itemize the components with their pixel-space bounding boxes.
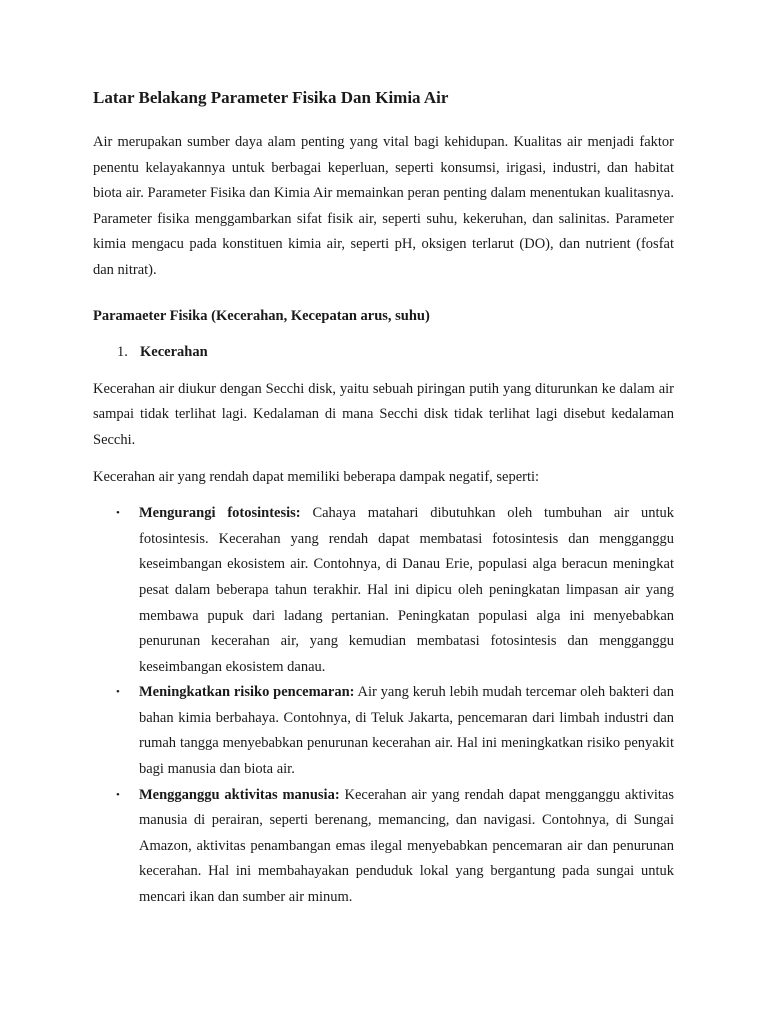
bullet-term: Mengganggu aktivitas manusia: — [139, 786, 340, 803]
bullet-item — [93, 783, 674, 911]
bullet-icon: • — [116, 507, 120, 520]
bullet-description: Air yang keruh lebih mudah tercemar oleh bakteri dan bahan kimia berbahaya. Contohnya, di Teluk Jakarta, pencemaran dari limbah industri dan rumah tangga menyebabkan penurunan kecerahan air. Hal ini meningkatkan risiko penyakit bagi manusia dan biota air. — [139, 684, 674, 778]
document-title: Latar Belakang Parameter Fisika Dan Kimia Air — [93, 88, 449, 107]
bullet-icon: • — [116, 686, 120, 699]
bullet-text — [139, 783, 674, 911]
bullet-item — [93, 501, 674, 680]
document-page — [93, 86, 674, 911]
bullet-text — [139, 680, 674, 782]
intro-paragraph: Air merupakan sumber daya alam penting yang vital bagi kehidupan. Kualitas air menjadi faktor penentu kelayakannya untuk berbagai keperluan, seperti konsumsi, irigasi, industri, dan habitat biota air. Parameter Fisika dan Kimia Air memainkan peran penting dalam menentukan kualitasnya. Parameter fisika menggambarkan sifat fisik air, seperti suhu, kekeruhan, dan salinitas. Parameter kimia mengacu pada konstituen kimia air, seperti pH, oksigen terlarut (DO), dan nutrient (fosfat dan nitrat). — [93, 134, 674, 278]
bullet-icon: • — [116, 788, 120, 801]
bullet-text — [139, 501, 674, 680]
impact-intro-paragraph: Kecerahan air yang rendah dapat memiliki beberapa dampak negatif, seperti: — [93, 468, 540, 485]
list-item-label: Kecerahan — [140, 344, 208, 361]
bullet-term: Mengurangi fotosintesis: — [139, 505, 301, 522]
section-heading: Paramaeter Fisika (Kecerahan, Kecepatan arus, suhu) — [93, 307, 430, 324]
bullet-term: Meningkatkan risiko pencemaran: — [139, 684, 355, 701]
list-number: 1. — [117, 344, 128, 361]
impact-bullet-list — [93, 501, 674, 911]
bullet-description: Kecerahan air yang rendah dapat mengganggu aktivitas manusia di perairan, seperti berenang, memancing, dan navigasi. Contohnya, di Sungai Amazon, aktivitas penambangan emas ilegal menyebabkan pencemaran air dan penurunan kecerahan. Hal ini membahayakan penduduk lokal yang bergantung pada sungai untuk mencari ikan dan sumber air minum. — [139, 786, 674, 906]
bullet-description: Cahaya matahari dibutuhkan oleh tumbuhan air untuk fotosintesis. Kecerahan yang rendah dapat membatasi fotosintesis dan mengganggu keseimbangan ekosistem air. Contohnya, di Danau Erie, populasi alga beracun meningkat pesat dalam beberapa tahun terakhir. Hal ini dipicu oleh peningkatan limpasan air yang membawa pupuk dari ladang pertanian. Peningkatan populasi alga ini menyebabkan penurunan kecerahan air, yang kemudian membatasi fotosintesis dan mengganggu keseimbangan ekosistem danau. — [139, 505, 674, 675]
numbered-list-item — [93, 340, 674, 366]
numbered-list — [93, 340, 674, 366]
secchi-paragraph: Kecerahan air diukur dengan Secchi disk, yaitu sebuah piringan putih yang diturunkan ke dalam air sampai tidak terlihat lagi. Kedalaman di mana Secchi disk tidak terlihat lagi disebut kedalaman Secchi. — [93, 380, 674, 448]
bullet-item — [93, 680, 674, 782]
